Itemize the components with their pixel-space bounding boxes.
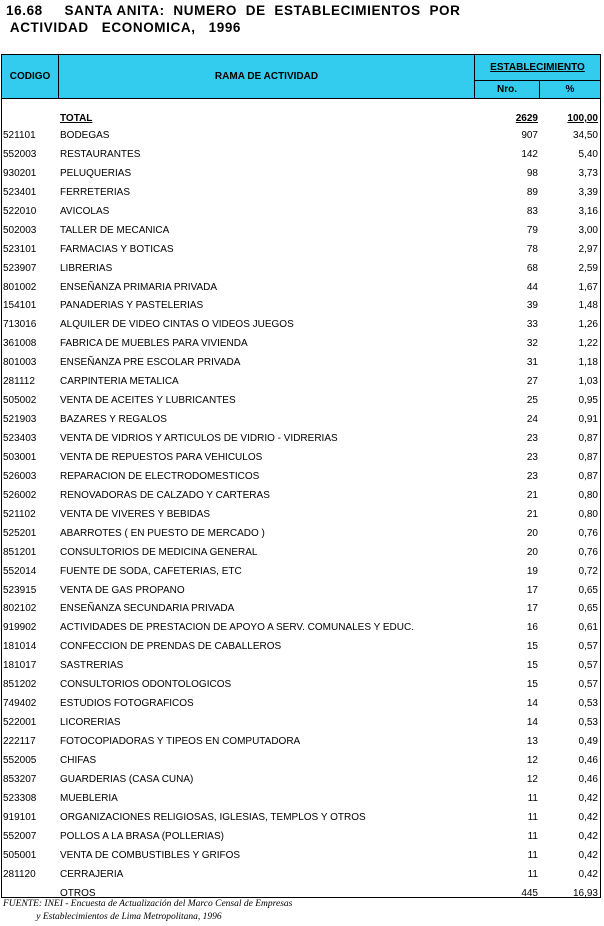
row-pct: 1,26: [578, 319, 598, 331]
row-nro: 11: [527, 849, 538, 861]
header-establecimiento-label: ESTABLECIMIENTO: [490, 62, 585, 73]
table-row: [2, 297, 600, 316]
table-row: [2, 544, 600, 563]
row-codigo: 222117: [3, 736, 36, 747]
header-establecimiento: [475, 55, 600, 81]
row-rama: PELUQUERIAS: [60, 167, 132, 179]
row-codigo: 523915: [3, 584, 37, 596]
row-pct: 0,61: [578, 622, 598, 634]
row-nro: 21: [526, 508, 538, 520]
row-codigo: 526002: [3, 489, 37, 501]
header-nro: Nro.: [475, 81, 540, 99]
row-nro: 24: [526, 414, 538, 426]
row-codigo: 930201: [3, 167, 37, 179]
table-row: [2, 752, 600, 771]
row-nro: 83: [526, 205, 538, 217]
row-codigo: 919101: [3, 811, 37, 823]
table-body: [2, 127, 600, 903]
row-nro: 16: [526, 622, 538, 634]
row-rama: REPARACION DE ELECTRODOMESTICOS: [60, 470, 260, 482]
row-nro: 32: [526, 338, 538, 350]
table-row: [2, 146, 600, 165]
row-pct: 0,46: [578, 773, 598, 785]
row-pct: 34,50: [572, 130, 598, 141]
row-pct: 1,18: [578, 357, 598, 369]
row-nro: 23: [526, 470, 538, 482]
table-row: [2, 525, 600, 544]
source-line-1: FUENTE: INEI - Encuesta de Actualización del Marco Censal de Empresas: [3, 899, 293, 909]
row-codigo: 552003: [3, 148, 37, 160]
row-codigo: 505002: [3, 395, 37, 407]
row-rama: VENTA DE COMBUSTIBLES Y GRIFOS: [60, 849, 241, 861]
row-codigo: 523101: [3, 243, 37, 255]
row-codigo: 749402: [3, 698, 37, 710]
row-pct: 0,42: [578, 849, 598, 861]
row-rama: LIBRERIAS: [60, 262, 113, 274]
row-rama: ENSEÑANZA PRIMARIA PRIVADA: [60, 281, 218, 293]
table-row: [2, 582, 600, 601]
row-pct: 0,42: [578, 868, 598, 880]
row-rama: OTROS: [60, 887, 96, 899]
row-pct: 0,87: [578, 451, 598, 463]
row-rama: MUEBLERIA: [60, 792, 118, 804]
row-nro: 14: [526, 717, 538, 729]
table-row: [2, 127, 600, 146]
row-nro: 15: [526, 641, 538, 653]
establishments-table: [1, 54, 601, 898]
table-row: [2, 563, 600, 582]
row-rama: ALQUILER DE VIDEO CINTAS O VIDEOS JUEGOS: [60, 319, 294, 331]
row-rama: VENTA DE ACEITES Y LUBRICANTES: [60, 395, 236, 407]
table-row: [2, 676, 600, 695]
row-codigo: 526003: [3, 470, 37, 482]
row-pct: 0,65: [578, 603, 598, 615]
table-row: [2, 165, 600, 184]
row-codigo: 853207: [3, 773, 37, 785]
table-row: [2, 241, 600, 260]
row-rama: VENTA DE VIVERES Y BEBIDAS: [60, 508, 211, 520]
row-nro: 27: [526, 376, 538, 388]
row-rama: ACTIVIDADES DE PRESTACION DE APOYO A SERV. COMUNALES Y EDUC.: [60, 622, 414, 634]
row-nro: 23: [526, 433, 538, 444]
row-pct: 3,39: [578, 186, 598, 198]
row-nro: 31: [526, 357, 538, 369]
title-line-1: 16.68 SANTA ANITA: NUMERO DE ESTABLECIMIENTOS POR: [6, 3, 461, 18]
row-pct: 0,80: [578, 489, 598, 501]
row-pct: 0,53: [578, 717, 598, 729]
table-row: [2, 411, 600, 430]
row-rama: SASTRERIAS: [60, 660, 124, 672]
row-codigo: 523403: [3, 433, 37, 444]
row-pct: 3,16: [578, 205, 598, 217]
source-note: [3, 898, 292, 924]
row-codigo: 552014: [3, 565, 37, 577]
row-pct: 1,03: [578, 376, 598, 388]
table-row: [2, 771, 600, 790]
table-row: [2, 392, 600, 411]
row-codigo: 521102: [3, 508, 36, 520]
source-line-2: y Establecimientos de Lima Metropolitana, 1996: [3, 912, 222, 922]
row-rama: BODEGAS: [60, 130, 110, 141]
row-nro: 17: [526, 584, 538, 596]
row-rama: BAZARES Y REGALOS: [60, 414, 167, 426]
row-nro: 19: [526, 565, 538, 577]
row-rama: ENSEÑANZA PRE ESCOLAR PRIVADA: [60, 357, 241, 369]
row-codigo: 523401: [3, 186, 37, 198]
row-rama: RESTAURANTES: [60, 148, 141, 160]
table-row: [2, 335, 600, 354]
row-pct: 0,76: [578, 546, 598, 558]
row-rama: TALLER DE MECANICA: [60, 224, 170, 236]
row-nro: 21: [526, 489, 538, 501]
table-row: [2, 468, 600, 487]
row-pct: 0,42: [578, 830, 598, 842]
row-pct: 2,59: [578, 262, 598, 274]
row-nro: 25: [526, 395, 538, 407]
row-rama: VENTA DE REPUESTOS PARA VEHICULOS: [60, 451, 263, 463]
row-pct: 0,46: [578, 754, 598, 766]
total-row: [2, 110, 600, 128]
row-nro: 20: [526, 527, 538, 539]
row-nro: 44: [526, 281, 538, 293]
row-codigo: 281112: [3, 376, 35, 388]
table-row: [2, 866, 600, 885]
row-pct: 5,40: [578, 148, 598, 160]
row-rama: VENTA DE GAS PROPANO: [60, 584, 185, 596]
table-row: [2, 695, 600, 714]
row-rama: CHIFAS: [60, 754, 97, 766]
row-rama: FERRETERIAS: [60, 186, 131, 198]
row-nro: 98: [526, 167, 538, 179]
row-rama: CONSULTORIOS ODONTOLOGICOS: [60, 679, 232, 691]
table-row: [2, 354, 600, 373]
row-nro: 78: [526, 243, 538, 255]
row-nro: 14: [526, 698, 538, 710]
row-codigo: 851202: [3, 679, 37, 691]
row-pct: 0,65: [578, 584, 598, 596]
row-rama: FUENTE DE SODA, CAFETERIAS, ETC: [60, 565, 242, 577]
row-pct: 0,57: [578, 641, 598, 653]
row-nro: 17: [526, 603, 538, 615]
row-nro: 39: [526, 300, 538, 312]
table-row: [2, 449, 600, 468]
row-rama: ENSEÑANZA SECUNDARIA PRIVADA: [60, 603, 235, 615]
row-pct: 3,00: [578, 224, 598, 236]
row-nro: 89: [526, 186, 538, 198]
row-codigo: 502003: [3, 224, 37, 236]
row-nro: 12: [526, 773, 538, 785]
row-codigo: 505001: [3, 849, 37, 861]
table-title: [6, 2, 461, 36]
row-rama: RENOVADORAS DE CALZADO Y CARTERAS: [60, 489, 270, 501]
table-row: [2, 638, 600, 657]
row-codigo: 552005: [3, 754, 37, 766]
table-row: [2, 316, 600, 335]
row-pct: 1,67: [578, 281, 598, 293]
table-row: [2, 619, 600, 638]
table-row: [2, 809, 600, 828]
row-nro: 907: [521, 130, 538, 141]
row-rama: FARMACIAS Y BOTICAS: [60, 243, 174, 255]
row-codigo: 181014: [3, 641, 37, 653]
row-codigo: 522010: [3, 205, 37, 217]
row-nro: 11: [527, 792, 538, 804]
row-codigo: 521903: [3, 414, 37, 426]
row-codigo: 919902: [3, 622, 37, 634]
row-pct: 3,73: [578, 167, 598, 179]
row-rama: ABARROTES ( EN PUESTO DE MERCADO ): [60, 527, 265, 539]
row-rama: LICORERIAS: [60, 717, 121, 729]
row-codigo: 522001: [3, 717, 37, 729]
row-rama: VENTA DE VIDRIOS Y ARTICULOS DE VIDRIO - VIDRERIAS: [60, 433, 338, 444]
row-nro: 15: [526, 679, 538, 691]
row-pct: 0,87: [578, 433, 598, 444]
row-rama: PANADERIAS Y PASTELERIAS: [60, 300, 204, 312]
row-codigo: 552007: [3, 830, 37, 842]
header-rama: RAMA DE ACTIVIDAD: [59, 55, 475, 99]
row-codigo: 523308: [3, 792, 37, 804]
table-row: [2, 373, 600, 392]
table-row: [2, 487, 600, 506]
row-nro: 11: [527, 830, 538, 842]
row-rama: POLLOS A LA BRASA (POLLERIAS): [60, 830, 224, 842]
table-row: [2, 847, 600, 866]
row-pct: 0,72: [578, 565, 598, 577]
row-nro: 12: [526, 754, 538, 766]
row-codigo: 525201: [3, 527, 37, 539]
header-codigo: CODIGO: [2, 55, 59, 99]
row-rama: FOTOCOPIADORAS Y TIPEOS EN COMPUTADORA: [60, 736, 301, 747]
row-codigo: 851201: [3, 546, 37, 558]
table-row: [2, 600, 600, 619]
table-row: [2, 828, 600, 847]
row-nro: 445: [521, 887, 538, 899]
table-row: [2, 430, 600, 449]
row-rama: ORGANIZACIONES RELIGIOSAS, IGLESIAS, TEMPLOS Y OTROS: [60, 811, 366, 823]
row-rama: ESTUDIOS FOTOGRAFICOS: [60, 698, 194, 710]
row-pct: 16,93: [572, 887, 598, 899]
row-pct: 0,49: [578, 736, 598, 747]
table-row: [2, 279, 600, 298]
row-codigo: 801002: [3, 281, 37, 293]
table-row: [2, 260, 600, 279]
row-nro: 23: [526, 451, 538, 463]
row-pct: 0,53: [578, 698, 598, 710]
table-row: [2, 203, 600, 222]
table-row: [2, 790, 600, 809]
row-codigo: 181017: [3, 660, 37, 672]
row-rama: FABRICA DE MUEBLES PARA VIVIENDA: [60, 338, 248, 350]
row-rama: GUARDERIAS (CASA CUNA): [60, 773, 194, 785]
table-row: [2, 222, 600, 241]
row-codigo: 361008: [3, 338, 37, 350]
row-pct: 0,42: [578, 792, 598, 804]
row-rama: CONSULTORIOS DE MEDICINA GENERAL: [60, 546, 258, 558]
row-nro: 20: [526, 546, 538, 558]
table-row: [2, 506, 600, 525]
header-pct: %: [540, 81, 600, 99]
row-pct: 2,97: [578, 243, 598, 255]
row-nro: 11: [527, 811, 538, 823]
table-row: [2, 714, 600, 733]
row-codigo: 523907: [3, 262, 37, 274]
row-pct: 1,48: [578, 300, 598, 312]
row-nro: 15: [526, 660, 538, 672]
row-pct: 0,57: [578, 660, 598, 672]
row-codigo: 801003: [3, 357, 37, 369]
row-pct: 0,42: [578, 811, 598, 823]
row-nro: 142: [521, 148, 538, 160]
row-pct: 0,57: [578, 679, 598, 691]
row-codigo: 713016: [3, 319, 37, 331]
row-rama: CONFECCION DE PRENDAS DE CABALLEROS: [60, 641, 282, 653]
row-nro: 11: [527, 868, 538, 880]
total-pct: 100,00: [567, 113, 598, 124]
table-row: [2, 733, 600, 752]
row-pct: 0,80: [578, 508, 598, 520]
row-rama: CERRAJERIA: [60, 868, 124, 880]
row-nro: 79: [526, 224, 538, 236]
row-pct: 0,91: [578, 414, 598, 426]
table-row: [2, 184, 600, 203]
row-pct: 0,76: [578, 527, 598, 539]
row-codigo: 802102: [3, 603, 37, 615]
row-nro: 13: [526, 736, 538, 747]
title-line-2: ACTIVIDAD ECONOMICA, 1996: [6, 20, 242, 35]
row-codigo: 503001: [3, 451, 37, 463]
row-pct: 1,22: [578, 338, 598, 350]
row-nro: 33: [526, 319, 538, 331]
row-codigo: 521101: [3, 130, 36, 141]
row-rama: CARPINTERIA METALICA: [60, 376, 179, 388]
row-rama: AVICOLAS: [60, 205, 110, 217]
total-label: TOTAL: [60, 113, 93, 124]
row-pct: 0,95: [578, 395, 598, 407]
table-row: [2, 657, 600, 676]
row-pct: 0,87: [578, 470, 598, 482]
row-codigo: 154101: [3, 300, 37, 312]
row-codigo: 281120: [3, 868, 36, 880]
row-nro: 68: [526, 262, 538, 274]
total-nro: 2629: [515, 113, 538, 124]
